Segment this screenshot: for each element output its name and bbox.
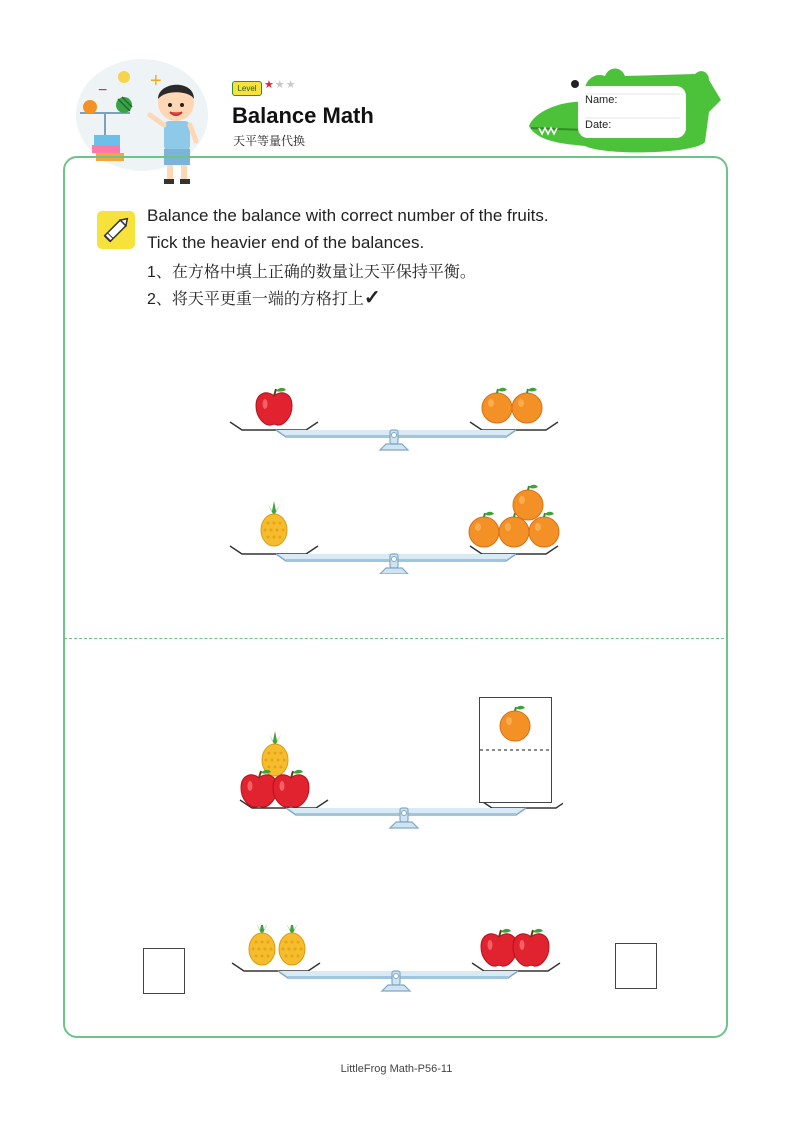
date-label: Date: <box>585 119 612 131</box>
instruction-line-4: 2、将天平更重一端的方格打上✓ <box>147 287 381 309</box>
svg-text:−: − <box>98 82 108 99</box>
name-label: Name: <box>585 94 618 106</box>
balance-4 <box>228 925 563 995</box>
checkmark-icon: ✓ <box>363 287 381 309</box>
pineapple <box>262 731 288 776</box>
section-divider <box>64 638 724 639</box>
apple <box>513 929 549 966</box>
balance-2 <box>228 484 563 574</box>
orange-in-box <box>480 698 551 802</box>
apple <box>256 388 292 425</box>
orange <box>512 388 542 423</box>
orange <box>482 388 512 423</box>
name-field[interactable] <box>622 92 682 108</box>
answer-box[interactable] <box>479 697 552 803</box>
tick-box-left[interactable] <box>143 948 185 994</box>
pineapple <box>261 501 287 546</box>
page-footer: LittleFrog Math-P56-11 <box>340 1063 453 1075</box>
orange <box>469 512 499 547</box>
level-stars: ★★★ <box>264 79 297 91</box>
apple <box>481 929 517 966</box>
pencil-icon <box>96 210 136 250</box>
instruction-line-3: 1、在方格中填上正确的数量让天平保持平衡。 <box>147 264 476 281</box>
page-title: Balance Math <box>232 103 374 128</box>
page-subtitle: 天平等量代换 <box>233 134 306 148</box>
pineapple <box>249 925 275 965</box>
instruction-line-1: Balance the balance with correct number of the fruits. <box>147 206 549 225</box>
pineapple <box>279 925 305 965</box>
balance-1 <box>228 384 563 454</box>
level-badge: Level <box>232 81 262 96</box>
tick-box-right[interactable] <box>615 943 657 989</box>
instruction-line-2: Tick the heavier end of the balances. <box>147 233 425 252</box>
orange <box>513 485 543 520</box>
svg-text:+: + <box>150 70 162 92</box>
crocodile-name-card <box>525 60 725 158</box>
date-field[interactable] <box>622 117 682 133</box>
